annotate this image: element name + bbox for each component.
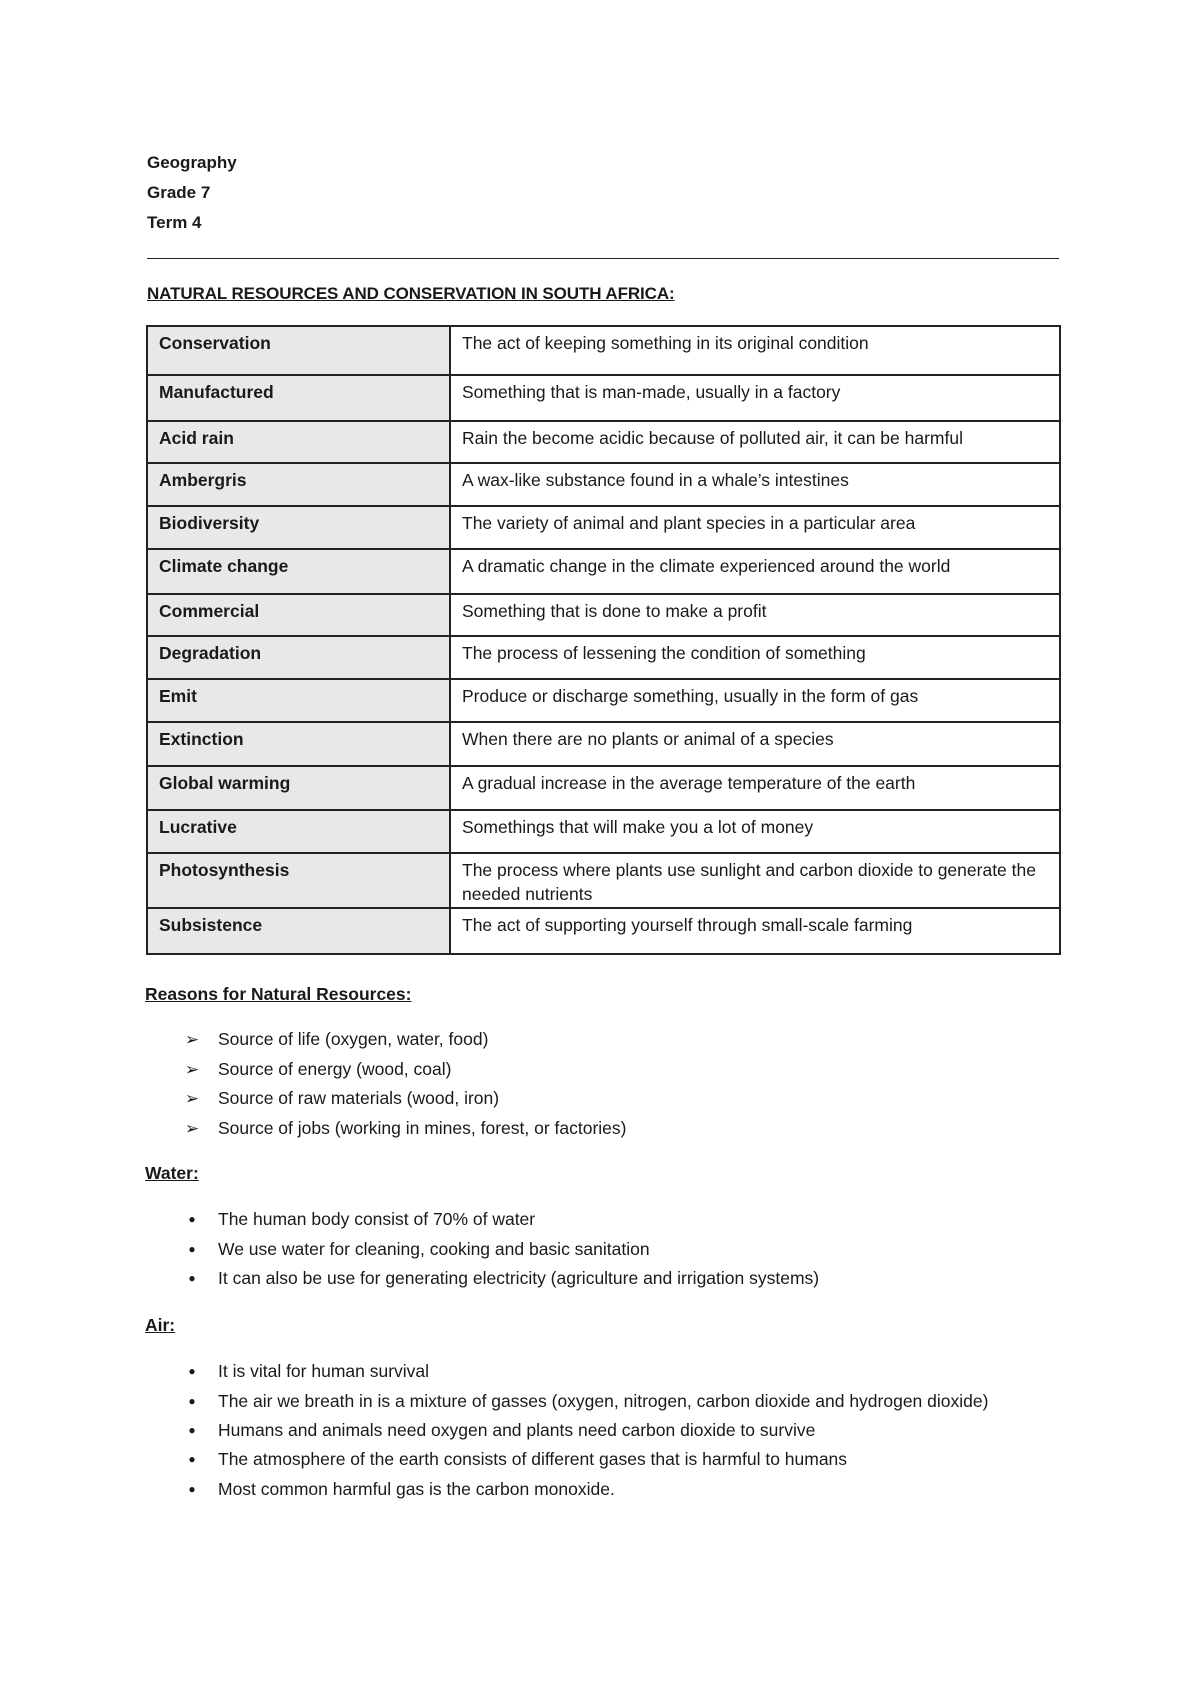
- definition-cell: The process of lessening the condition of something: [450, 636, 1060, 679]
- definition-cell: The act of supporting yourself through small-scale farming: [450, 908, 1060, 954]
- arrow-bullet-icon: ➢: [184, 1059, 200, 1079]
- list-item: [180, 1387, 1060, 1416]
- list-item-text: Source of jobs (working in mines, forest, or factories): [218, 1117, 627, 1138]
- table-row: [147, 722, 1060, 766]
- water-heading: Water:: [145, 1163, 199, 1183]
- table-row: [147, 636, 1060, 679]
- table-row: [147, 810, 1060, 853]
- term-cell: Extinction: [147, 722, 450, 766]
- arrow-bullet-icon: ➢: [184, 1089, 200, 1108]
- list-item-text: Humans and animals need oxygen and plants need carbon dioxide to survive: [218, 1419, 816, 1440]
- term-label: Term 4: [147, 213, 202, 232]
- table-row: [147, 679, 1060, 722]
- table-row: [147, 594, 1060, 636]
- list-item: [180, 1205, 1060, 1235]
- definition-cell: A wax-like substance found in a whale’s intestines: [450, 463, 1060, 506]
- term-cell: Acid rain: [147, 421, 450, 463]
- bullet-icon: ●: [188, 1481, 196, 1496]
- list-item-text: It can also be use for generating electricity (agriculture and irrigation systems): [218, 1268, 820, 1288]
- list-item: [180, 1475, 1060, 1505]
- bullet-icon: ●: [188, 1393, 196, 1408]
- table-row: [147, 421, 1060, 463]
- term-cell: Conservation: [147, 326, 450, 375]
- list-item: [180, 1416, 1060, 1446]
- definition-cell: The process where plants use sunlight and carbon dioxide to generate the needed nutrients: [450, 853, 1060, 908]
- definition-cell: A dramatic change in the climate experienced around the world: [450, 549, 1060, 594]
- term-cell: Biodiversity: [147, 506, 450, 549]
- air-list: [180, 1357, 1060, 1504]
- arrow-bullet-icon: ➢: [184, 1030, 200, 1049]
- definition-cell: Produce or discharge something, usually in the form of gas: [450, 679, 1060, 722]
- definition-cell: Somethings that will make you a lot of money: [450, 810, 1060, 853]
- list-item-text: Most common harmful gas is the carbon monoxide.: [218, 1478, 615, 1499]
- table-row: [147, 506, 1060, 549]
- bullet-icon: ●: [188, 1271, 196, 1285]
- list-item: [180, 1025, 1060, 1055]
- list-item: [180, 1445, 1060, 1475]
- term-cell: Degradation: [147, 636, 450, 679]
- term-cell: Ambergris: [147, 463, 450, 506]
- term-cell: Climate change: [147, 549, 450, 594]
- list-item-text: The human body consist of 70% of water: [218, 1209, 536, 1229]
- term-cell: Subsistence: [147, 908, 450, 954]
- bullet-icon: ●: [188, 1241, 196, 1256]
- list-item-text: Source of energy (wood, coal): [218, 1058, 452, 1079]
- page-title: NATURAL RESOURCES AND CONSERVATION IN SOUTH AFRICA:: [147, 284, 675, 303]
- term-cell: Commercial: [147, 594, 450, 636]
- reasons-heading: Reasons for Natural Resources:: [145, 984, 412, 1004]
- table-row: [147, 549, 1060, 594]
- list-item: [180, 1235, 1060, 1265]
- header-divider: [147, 258, 1059, 259]
- list-item: [180, 1357, 1060, 1387]
- table-row: [147, 908, 1060, 954]
- term-cell: Photosynthesis: [147, 853, 450, 908]
- glossary-table: [146, 325, 1061, 955]
- list-item: [180, 1264, 1060, 1294]
- document-header: [147, 148, 237, 238]
- list-item: [180, 1114, 1060, 1144]
- table-row: [147, 766, 1060, 810]
- table-row: [147, 853, 1060, 908]
- list-item-text: The atmosphere of the earth consists of different gases that is harmful to humans: [218, 1449, 848, 1469]
- table-row: [147, 326, 1060, 375]
- definition-cell: Rain the become acidic because of polluted air, it can be harmful: [450, 421, 1060, 463]
- list-item-text: The air we breath in is a mixture of gasses (oxygen, nitrogen, carbon dioxide and hydrogen dioxide): [218, 1390, 989, 1411]
- bullet-icon: ●: [188, 1422, 196, 1437]
- table-row: [147, 463, 1060, 506]
- list-item: [180, 1084, 1060, 1114]
- term-cell: Global warming: [147, 766, 450, 810]
- term-cell: Lucrative: [147, 810, 450, 853]
- air-heading: Air:: [145, 1315, 176, 1335]
- definition-cell: The act of keeping something in its original condition: [450, 326, 1060, 375]
- subject-label: Geography: [147, 153, 237, 172]
- list-item: [180, 1055, 1060, 1085]
- table-row: [147, 375, 1060, 421]
- bullet-icon: ●: [188, 1212, 196, 1226]
- definition-cell: The variety of animal and plant species in a particular area: [450, 506, 1060, 549]
- definition-cell: A gradual increase in the average temperature of the earth: [450, 766, 1060, 810]
- water-list: [180, 1205, 1060, 1294]
- bullet-icon: ●: [188, 1452, 196, 1466]
- definition-cell: When there are no plants or animal of a species: [450, 722, 1060, 766]
- definition-cell: Something that is done to make a profit: [450, 594, 1060, 636]
- list-item-text: Source of raw materials (wood, iron): [218, 1088, 500, 1108]
- bullet-icon: ●: [188, 1364, 196, 1378]
- list-item-text: It is vital for human survival: [218, 1361, 430, 1381]
- list-item-text: Source of life (oxygen, water, food): [218, 1029, 489, 1049]
- definition-cell: Something that is man-made, usually in a factory: [450, 375, 1060, 421]
- term-cell: Manufactured: [147, 375, 450, 421]
- arrow-bullet-icon: ➢: [184, 1118, 200, 1138]
- list-item-text: We use water for cleaning, cooking and basic sanitation: [218, 1238, 650, 1259]
- grade-label: Grade 7: [147, 183, 211, 202]
- term-cell: Emit: [147, 679, 450, 722]
- reasons-list: [180, 1025, 1060, 1143]
